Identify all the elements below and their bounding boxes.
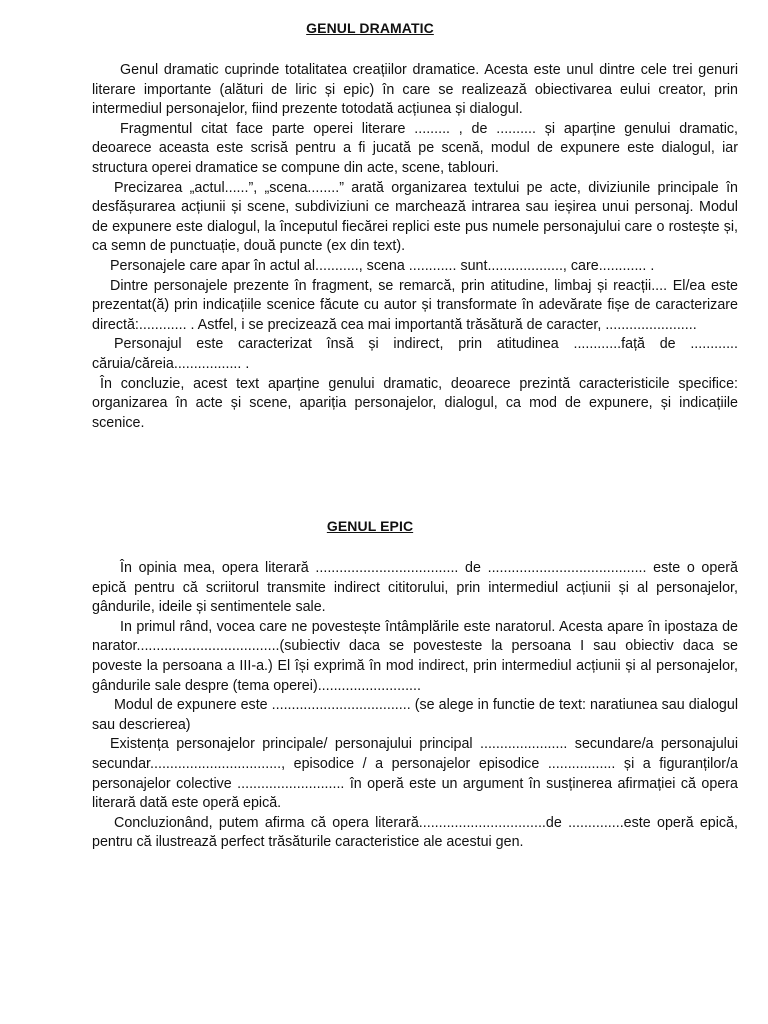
paragraph: Genul dramatic cuprinde totalitatea creațiilor dramatice. Acesta este unul dintre cele trei genuri literare importante (alături de liric și epic) în care se realizează obiectivarea eului creator, prin intermediul personajelor, fiind prezente totodată acțiunea și dialogul.: [92, 62, 738, 118]
section-title-dramatic: GENUL DRAMATIC: [306, 20, 434, 36]
section-body-epic: [92, 559, 738, 853]
paragraph: Personajul este caracterizat însă și indirect, prin atitudinea ............față de ............ căruia/căreia................. .: [92, 336, 738, 372]
paragraph: În concluzie, acest text aparține genului dramatic, deoarece prezintă caracteristicile specifice: organizarea în acte și scene, apariția personajelor, dialogul, ca mod de expunere, și indicațiile scenice.: [92, 375, 738, 431]
paragraph: Dintre personajele prezente în fragment, se remarcă, prin atitudine, limbaj și reacții.... El/ea este prezentat(ă) prin indicațiile scenice făcute cu autor și transformate în adevărate fișe de caracterizare directă:............ . Astfel, i se precizează cea mai importantă trăsătură de caracter, .......................: [92, 277, 738, 333]
paragraph: În opinia mea, opera literară .................................... de ........................................ este o operă epică pentru că scriitorul transmite indirect cititorului, prin intermediul acțiunii și al personajelor, gândurile, ideile și sentimentele sale.: [92, 560, 738, 616]
paragraph: Existența personajelor principale/ personajului principal ...................... secundare/a personajului secundar................................., episodice / a personajelor episodice ................. și a figuranților/a personajelor colective ........................... în operă este un argument în susținerea afirmației că opera literară dată este operă epică.: [92, 736, 738, 812]
paragraph: Modul de expunere este ................................... (se alege in functie de text: naratiunea sau dialogul sau descrierea): [92, 697, 738, 733]
section-title-epic: GENUL EPIC: [326, 518, 414, 534]
paragraph: In primul rând, vocea care ne povestește întâmplările este naratorul. Acesta apare în ipostaza de narator....................................(subiectiv daca se povesteste la persoana I sau obiectiv daca se poveste la persoana a III-a.) El își exprimă în mod indirect, prin intermediul acțiunii și al personajelor, gândurile sale despre (tema operei)..........................: [92, 618, 738, 694]
paragraph: Fragmentul citat face parte operei literare ......... , de .......... și aparține genului dramatic, deoarece aceasta este scrisă pentru a fi jucată pe scenă, modul de expunere este dialogul, iar structura operei dramatice se compune din acte, scene, tablouri.: [92, 120, 738, 176]
paragraph: Concluzionând, putem afirma că opera literară................................de ..............este operă epică, pentru că ilustrează perfect trăsăturile caracteristice ale acestui gen.: [92, 814, 738, 851]
paragraph: Personajele care apar în actul al..........., scena ............ sunt..................., care............ .: [110, 257, 655, 274]
paragraph: Precizarea „actul......”, „scena........” arată organizarea textului pe acte, diviziunile principale în desfășurarea acțiunii și scene, subdiviziuni ce marchează intrarea sau ieșirea unui personaj. Modul de expunere este dialogul, la începutul fiecărei replici este pus numele personajului care o rostește și, ca semn de punctuație, două puncte (ex din text).: [92, 179, 738, 255]
section-body-dramatic: [92, 61, 738, 433]
